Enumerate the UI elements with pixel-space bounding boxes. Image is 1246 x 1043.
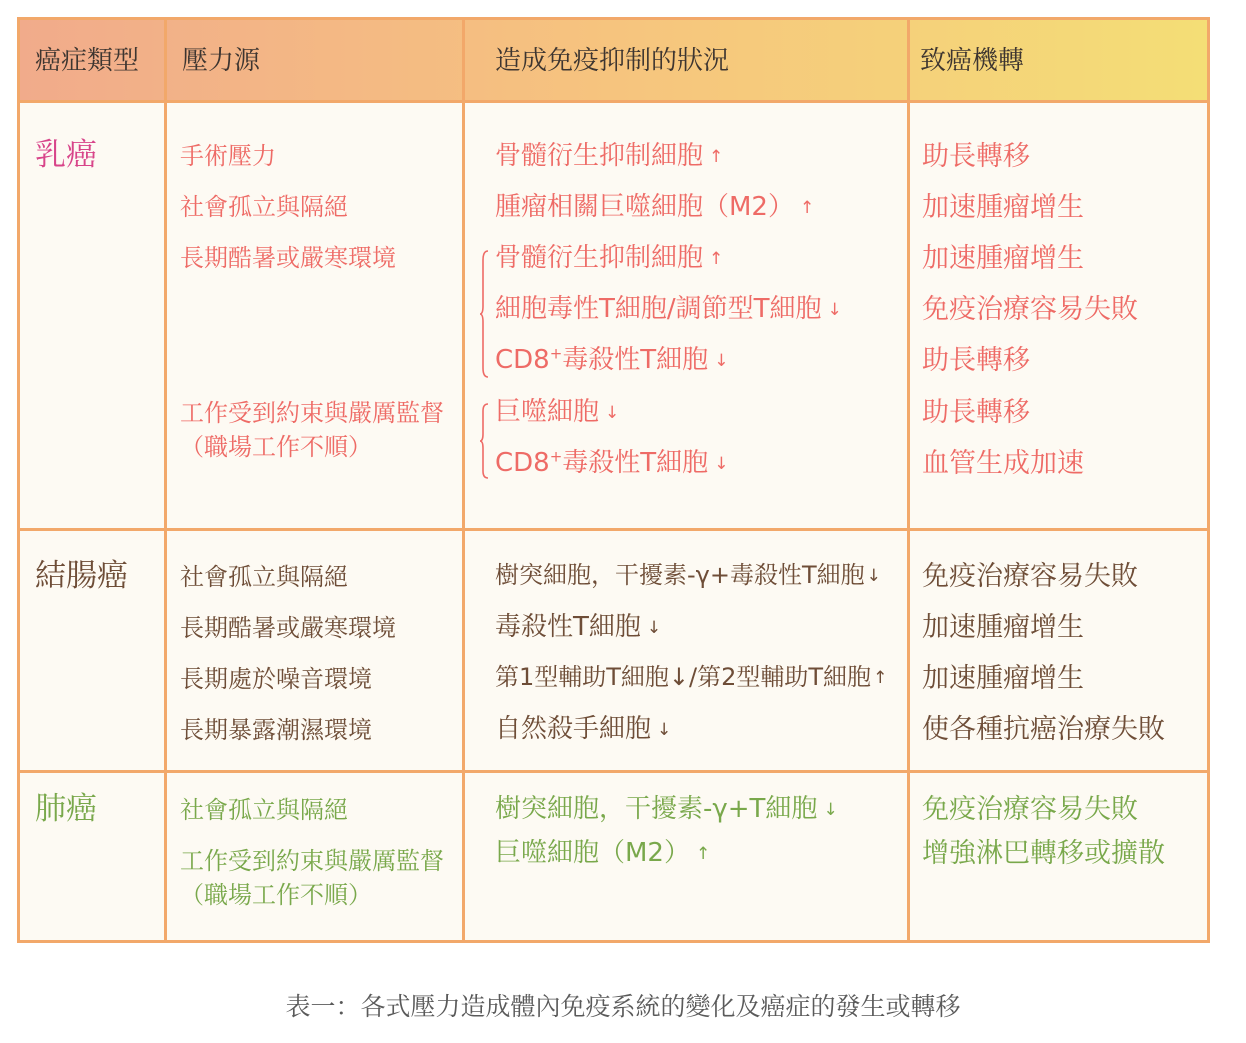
colon-immune-item — [495, 563, 881, 587]
breast-mechanism: 加速腫瘤增生 — [922, 243, 1084, 274]
breast-stressor: 手術壓力 — [180, 142, 276, 170]
immune-text: 第1型輔助T細胞↓/第2型輔助T細胞 — [495, 663, 872, 691]
colon-immune-item — [495, 665, 887, 689]
immune-text: 腫瘤相關巨噬細胞（M2） — [495, 192, 794, 222]
header-immune-suppression: 造成免疫抑制的狀況 — [495, 46, 730, 76]
cancer-type-colon: 結腸癌 — [35, 558, 128, 594]
colon-stressor: 長期酷暑或嚴寒環境 — [180, 614, 396, 642]
breast-immune-item — [495, 344, 729, 375]
down-arrow-icon: ↓ — [714, 351, 729, 371]
colon-mechanism: 加速腫瘤增生 — [922, 663, 1084, 694]
left-brace-icon — [480, 403, 489, 479]
header-carcinogenic-mechanism: 致癌機轉 — [920, 46, 1025, 76]
colon-mechanism: 免疫治療容易失敗 — [922, 561, 1138, 592]
stress-cancer-table — [17, 17, 1210, 943]
header-cancer-type: 癌症類型 — [35, 46, 140, 76]
column-divider-3 — [907, 20, 910, 940]
immune-text: 自然殺手細胞 — [495, 714, 652, 744]
immune-text-superscript: + — [549, 344, 563, 363]
immune-text: 巨噬細胞 — [495, 397, 600, 427]
lung-mechanism: 增強淋巴轉移或擴散 — [922, 838, 1165, 869]
breast-mechanism: 加速腫瘤增生 — [922, 192, 1084, 223]
immune-text-superscript: + — [549, 447, 563, 466]
down-arrow-icon: ↓ — [646, 618, 662, 638]
header-divider — [20, 100, 1207, 103]
breast-mechanism: 血管生成加速 — [922, 448, 1084, 479]
breast-mechanism: 助長轉移 — [922, 345, 1030, 376]
down-arrow-icon: ↓ — [827, 300, 842, 320]
down-arrow-icon: ↓ — [866, 566, 881, 586]
immune-text: 細胞毒性T細胞/調節型T細胞 — [495, 294, 822, 324]
cancer-type-lung: 肺癌 — [35, 791, 97, 827]
lung-mechanism: 免疫治療容易失敗 — [922, 794, 1138, 825]
immune-text: 毒殺性T細胞 — [495, 612, 641, 642]
colon-mechanism: 加速腫瘤增生 — [922, 612, 1084, 643]
down-arrow-icon: ↓ — [605, 403, 620, 423]
colon-immune-item — [495, 716, 671, 742]
breast-immune-item — [495, 447, 729, 478]
immune-text: 骨髓衍生抑制細胞 — [495, 243, 704, 273]
up-arrow-icon: ↑ — [873, 668, 888, 688]
lung-stressor: 工作受到約束與嚴厲監督 — [180, 847, 444, 875]
left-brace-icon — [480, 250, 489, 378]
down-arrow-icon: ↓ — [657, 720, 672, 740]
immune-text-cd8: CD8 — [495, 345, 550, 375]
lung-immune-item — [495, 840, 710, 866]
lung-stressor: 社會孤立與隔絕 — [180, 796, 348, 824]
breast-stressor: （職場工作不順） — [180, 433, 372, 461]
immune-text: 毒殺性T細胞 — [562, 448, 709, 478]
immune-text: 毒殺性T細胞 — [562, 345, 709, 375]
up-arrow-icon: ↑ — [799, 198, 815, 218]
column-divider-2 — [462, 20, 465, 940]
lung-immune-item — [495, 796, 838, 822]
breast-immune-item — [495, 194, 814, 220]
up-arrow-icon: ↑ — [709, 249, 724, 269]
colon-mechanism: 使各種抗癌治療失敗 — [922, 714, 1165, 745]
breast-mechanism: 助長轉移 — [922, 141, 1030, 172]
table-caption: 表一：各式壓力造成體內免疫系統的變化及癌症的發生或轉移 — [285, 992, 961, 1021]
breast-mechanism: 免疫治療容易失敗 — [922, 294, 1138, 325]
lung-stressor: （職場工作不順） — [180, 881, 372, 909]
breast-mechanism: 助長轉移 — [922, 397, 1030, 428]
immune-text: 樹突細胞，干擾素-γ+T細胞 — [495, 794, 818, 824]
header-stressor: 壓力源 — [182, 46, 261, 76]
immune-text-cd8: CD8 — [495, 448, 550, 478]
immune-text: 樹突細胞，干擾素-γ+毒殺性T細胞 — [495, 561, 865, 589]
breast-immune-item — [495, 296, 842, 322]
immune-text: 骨髓衍生抑制細胞 — [495, 141, 704, 171]
colon-stressor: 社會孤立與隔絕 — [180, 563, 348, 591]
down-arrow-icon: ↓ — [823, 800, 838, 820]
breast-immune-item — [495, 399, 619, 425]
colon-stressor: 長期暴露潮濕環境 — [180, 716, 372, 744]
breast-immune-item — [495, 245, 723, 271]
breast-stressor: 工作受到約束與嚴厲監督 — [180, 399, 444, 427]
up-arrow-icon: ↑ — [709, 147, 724, 167]
row-divider-colon-lung — [20, 770, 1207, 773]
breast-immune-item — [495, 143, 723, 169]
down-arrow-icon: ↓ — [714, 454, 729, 474]
cancer-type-breast: 乳癌 — [35, 137, 97, 173]
column-divider-1 — [164, 20, 167, 940]
breast-stressor: 社會孤立與隔絕 — [180, 193, 348, 221]
immune-text: 巨噬細胞（M2） — [495, 838, 690, 868]
up-arrow-icon: ↑ — [695, 844, 711, 864]
row-divider-breast-colon — [20, 528, 1207, 531]
breast-stressor: 長期酷暑或嚴寒環境 — [180, 244, 396, 272]
colon-immune-item — [495, 614, 661, 640]
colon-stressor: 長期處於噪音環境 — [180, 665, 372, 693]
